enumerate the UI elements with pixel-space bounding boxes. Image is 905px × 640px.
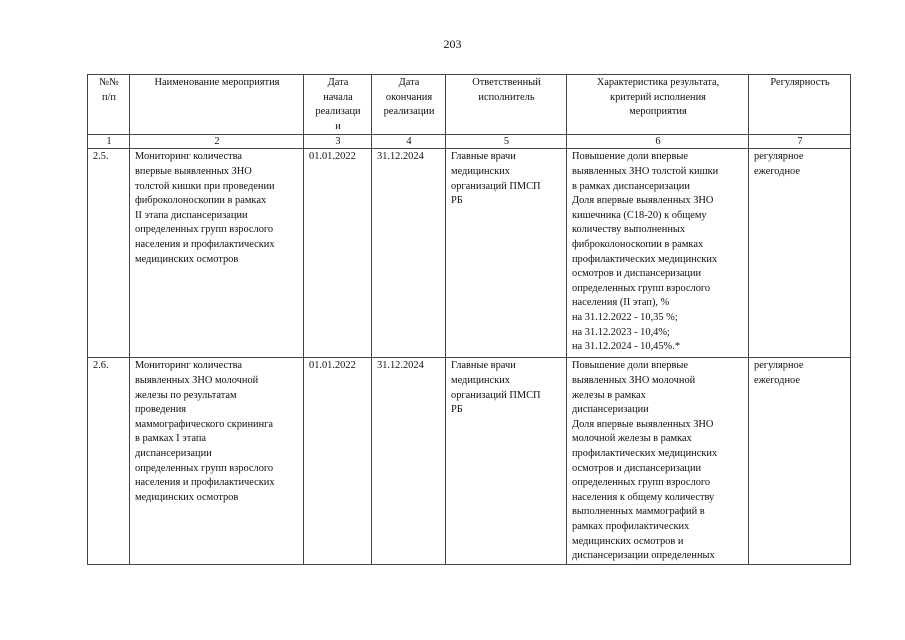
header-result: Характеристика результата, критерий исполнения мероприятия (567, 75, 749, 135)
column-number: 4 (372, 135, 446, 149)
row-end-date: 31.12.2024 (372, 149, 446, 358)
column-number: 2 (130, 135, 304, 149)
header-responsible: Ответственный исполнитель (446, 75, 567, 135)
page-number: 203 (443, 37, 462, 51)
column-number: 5 (446, 135, 567, 149)
row-regularity: регулярное ежегодное (749, 358, 851, 564)
row-end-date: 31.12.2024 (372, 358, 446, 564)
row-start-date: 01.01.2022 (304, 149, 372, 358)
column-number: 1 (88, 135, 130, 149)
row-name: Мониторинг количества выявленных ЗНО молочной железы по результатам проведения маммографического скрининга в рамках I этапа диспансеризации определенных групп взрослого населения и профилактических медицинских осмотров (130, 358, 304, 564)
column-number: 6 (567, 135, 749, 149)
row-result: Повышение доли впервые выявленных ЗНО молочной железы в рамках диспансеризации Доля впервые выявленных ЗНО молочной железы в рамках профилактических медицинских осмотров и диспансеризации определенных групп взрослого населения к общему количеству выполненных маммографий в рамках профилактических медицинских осмотров и диспансеризации определенных (567, 358, 749, 564)
row-number: 2.5. (88, 149, 130, 358)
column-number-row (88, 135, 851, 149)
row-responsible: Главные врачи медицинских организаций ПМСП РБ (446, 149, 567, 358)
header-regularity: Регулярность (749, 75, 851, 135)
table-row (88, 358, 851, 564)
column-number: 3 (304, 135, 372, 149)
row-regularity: регулярное ежегодное (749, 149, 851, 358)
header-row (88, 75, 851, 135)
header-name: Наименование мероприятия (130, 75, 304, 135)
measures-table (87, 74, 851, 565)
row-name: Мониторинг количества впервые выявленных ЗНО толстой кишки при проведении фиброколоноскопии в рамках II этапа диспансеризации определенных групп взрослого населения и профилактических медицинских осмотров (130, 149, 304, 358)
column-number: 7 (749, 135, 851, 149)
header-end-date: Дата окончания реализации (372, 75, 446, 135)
row-result: Повышение доли впервые выявленных ЗНО толстой кишки в рамках диспансеризации Доля впервые выявленных ЗНО кишечника (С18-20) к общему количеству выполненных фиброколоноскопии в рамках профилактических медицинских осмотров и диспансеризации определенных групп взрослого населения (II этап), % на 31.12.2022 - 10,35 %; на 31.12.2023 - 10,4%; на 31.12.2024 - 10,45%.* (567, 149, 749, 358)
header-number: №№ п/п (88, 75, 130, 135)
table-row (88, 149, 851, 358)
row-responsible: Главные врачи медицинских организаций ПМСП РБ (446, 358, 567, 564)
row-number: 2.6. (88, 358, 130, 564)
header-start-date: Дата начала реализаци и (304, 75, 372, 135)
row-start-date: 01.01.2022 (304, 358, 372, 564)
